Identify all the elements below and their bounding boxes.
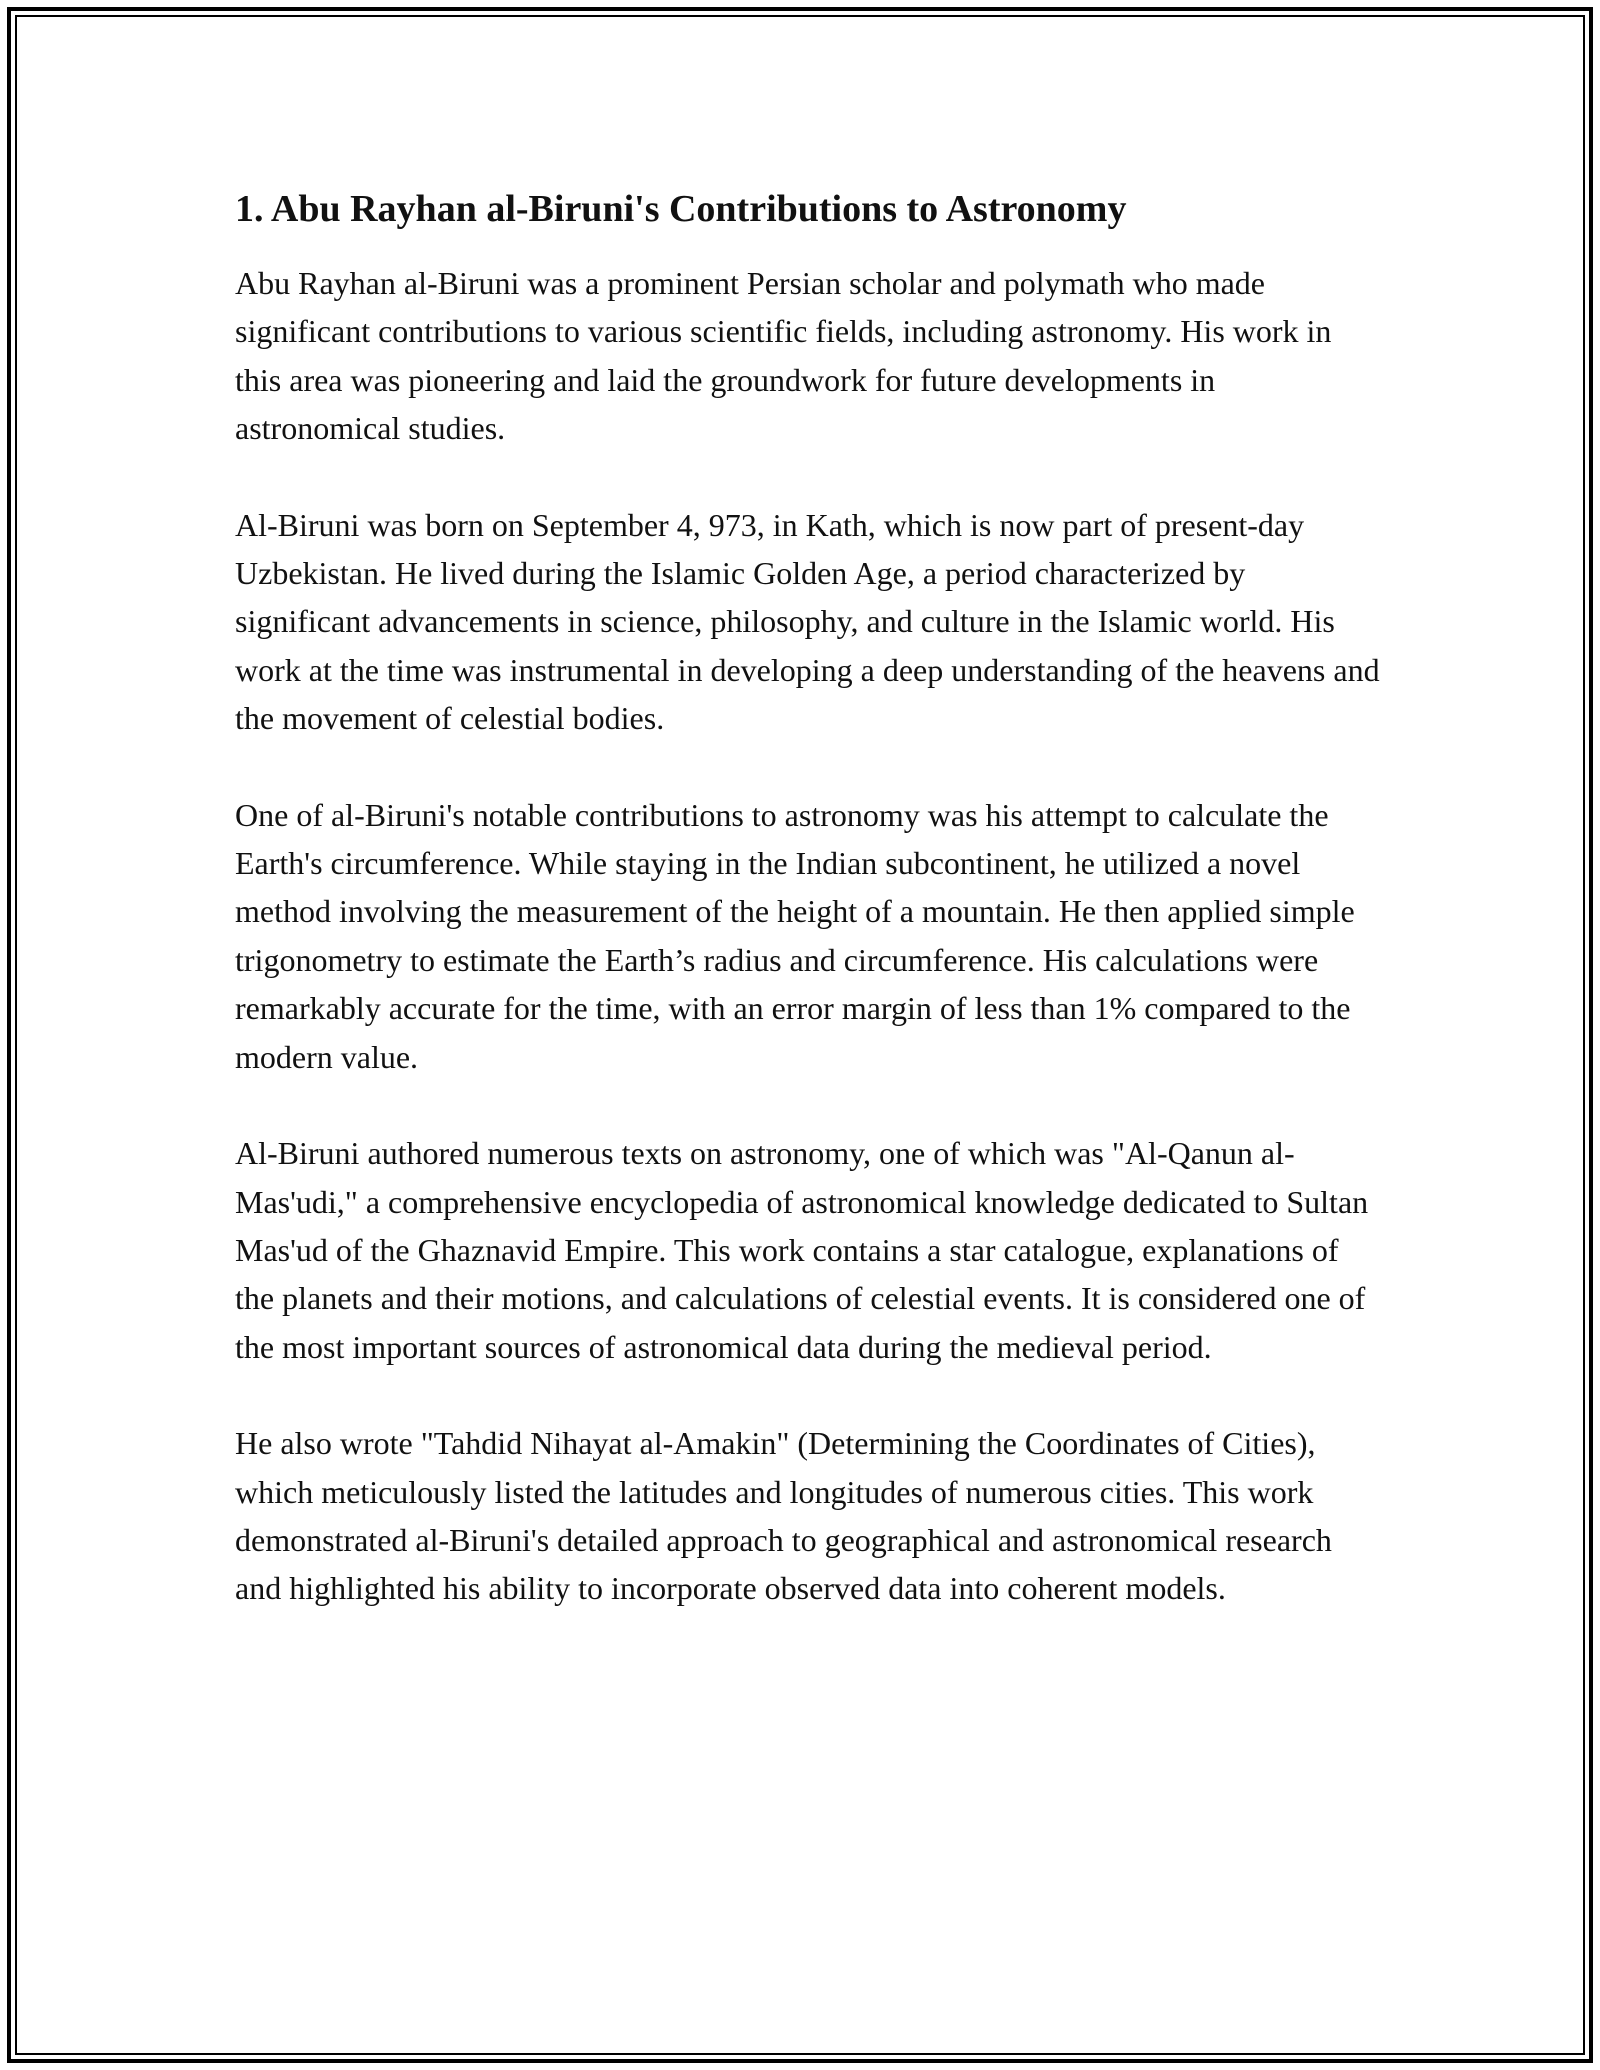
paragraph-tahdid-nihayat: He also wrote "Tahdid Nihayat al-Amakin" (Determining the Coordinates of Cities), which meticulously listed the latitudes and longitudes of numerous cities. This work demonstrated al-Biruni's detailed approach to geographical and astronomical research and highlighted his ability to incorporate observed data into coherent models.: [235, 1425, 1332, 1607]
document-body: [235, 185, 1385, 1661]
section-heading: 1. Abu Rayhan al-Biruni's Contributions to Astronomy: [235, 188, 1127, 230]
paragraph-biography: Al-Biruni was born on September 4, 973, in Kath, which is now part of present-day Uzbekistan. He lived during the Islamic Golden Age, a period characterized by significant advancements in science, philosophy, and culture in the Islamic world. His work at the time was instrumental in developing a deep understanding of the heavens and the movement of celestial bodies.: [235, 506, 1380, 737]
paragraph-qanun-masudi: Al-Biruni authored numerous texts on astronomy, one of which was "Al-Qanun al-Mas'udi," a comprehensive encyclopedia of astronomical knowledge dedicated to Sultan Mas'ud of the Ghaznavid Empire. This work contains a star catalogue, explanations of the planets and their motions, and calculations of celestial events. It is considered one of the most important sources of astronomical data during the medieval period.: [235, 1135, 1369, 1365]
paragraph-earth-circumference: One of al-Biruni's notable contributions to astronomy was his attempt to calculate the Earth's circumference. While staying in the Indian subcontinent, he utilized a novel method involving the measurement of the height of a mountain. He then applied simple trigonometry to estimate the Earth’s radius and circumference. His calculations were remarkably accurate for the time, with an error margin of less than 1% compared to the modern value.: [235, 796, 1355, 1075]
paragraph-intro: Abu Rayhan al-Biruni was a prominent Persian scholar and polymath who made significant contributions to various scientific fields, including astronomy. His work in this area was pioneering and laid the groundwork for future developments in astronomical studies.: [235, 265, 1332, 447]
